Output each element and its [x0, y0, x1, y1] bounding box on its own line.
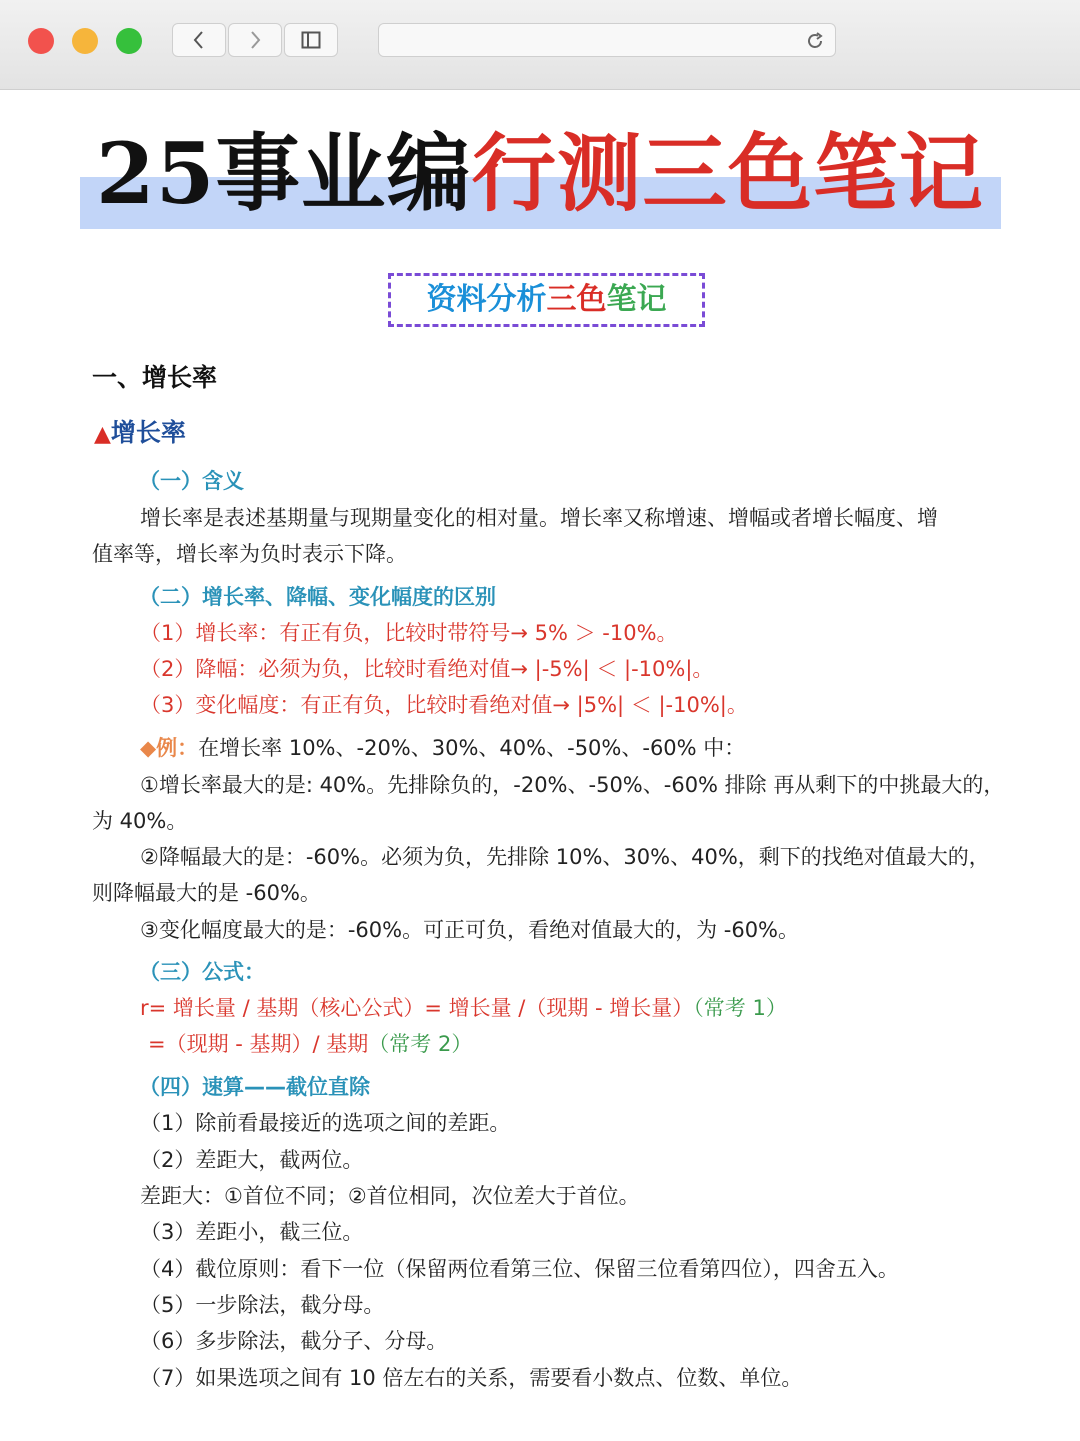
formula-note: （常考 2） — [368, 1032, 473, 1056]
browser-toolbar — [0, 0, 1080, 90]
meaning-heading: （一）含义 — [139, 469, 244, 493]
list-item: （3）差距小，截三位。 — [140, 1220, 364, 1244]
formula-line — [140, 993, 787, 1023]
address-bar[interactable] — [378, 23, 836, 57]
list-item: （6）多步除法，截分子、分母。 — [140, 1329, 448, 1353]
formula-note: （常考 1） — [693, 996, 787, 1020]
quick-calc-heading: （四）速算——截位直除 — [139, 1075, 370, 1099]
chevron-right-icon — [248, 30, 262, 50]
close-window-button[interactable] — [28, 28, 54, 54]
example-answer: 则降幅最大的是 -60%。 — [92, 881, 321, 905]
example-text: 在增长率 10%、-20%、30%、40%、-50%、-60% 中： — [198, 736, 746, 760]
title-red-part: 行测三色笔记 — [471, 124, 984, 223]
back-button[interactable] — [172, 23, 226, 57]
list-item: （1）除前看最接近的选项之间的差距。 — [140, 1111, 511, 1135]
subtitle-blue: 资料分析 — [426, 282, 547, 317]
title-black-part: 25事业编 — [96, 124, 472, 223]
list-item: （4）截位原则：看下一位（保留两位看第三位、保留三位看第四位），四舍五入。 — [140, 1257, 899, 1281]
list-item: （2）差距大，截两位。 — [140, 1148, 364, 1172]
example-line — [140, 733, 745, 763]
subtitle-green: 笔记 — [606, 282, 667, 317]
sidebar-button[interactable] — [284, 23, 338, 57]
subtitle-red: 三色 — [546, 282, 607, 317]
formula-main: r= 增长量 / 基期（核心公式）= 增长量 /（现期 - 增长量） — [140, 996, 694, 1020]
formula-line — [148, 1029, 472, 1059]
difference-item: （2）降幅：必须为负，比较时看绝对值→ |-5%| ＜ |-10%|。 — [140, 657, 714, 681]
example-answer: ②降幅最大的是：-60%。必须为负，先排除 10%、30%、40%，剩下的找绝对值最大的， — [140, 845, 990, 869]
minimize-window-button[interactable] — [72, 28, 98, 54]
sidebar-icon — [301, 31, 321, 49]
forward-button[interactable] — [228, 23, 282, 57]
formula-main: =（现期 - 基期）/ 基期 — [148, 1032, 369, 1056]
page-title — [0, 118, 1080, 230]
example-answer: ①增长率最大的是: 40%。先排除负的，-20%、-50%、-60% 排除 再从剩下的中挑最大的， — [140, 773, 1005, 797]
triangle-icon: ▲ — [94, 422, 111, 447]
meaning-text: 值率等，增长率为负时表示下降。 — [92, 542, 407, 566]
list-item: （7）如果选项之间有 10 倍左右的关系，需要看小数点、位数、单位。 — [140, 1366, 803, 1390]
formula-heading: （三）公式： — [139, 960, 265, 984]
difference-item: （1）增长率：有正有负，比较时带符号→ 5% ＞ -10%。 — [140, 621, 678, 645]
reload-icon[interactable] — [805, 31, 825, 51]
section-heading: 一、增长率 — [92, 363, 218, 392]
example-answer: 为 40%。 — [92, 809, 188, 833]
chevron-left-icon — [192, 30, 206, 50]
meaning-text: 增长率是表述基期量与现期量变化的相对量。增长率又称增速、增幅或者增长幅度、增 — [140, 506, 938, 530]
difference-item: （3）变化幅度：有正有负，比较时看绝对值→ |5%| ＜ |-10%|。 — [140, 693, 748, 717]
example-answer: ③变化幅度最大的是：-60%。可正可负，看绝对值最大的，为 -60%。 — [140, 918, 800, 942]
subtitle-box — [388, 273, 705, 327]
maximize-window-button[interactable] — [116, 28, 142, 54]
sub-heading — [94, 418, 186, 450]
difference-heading: （二）增长率、降幅、变化幅度的区别 — [139, 585, 496, 609]
list-item: 差距大：①首位不同；②首位相同，次位差大于首位。 — [140, 1184, 640, 1208]
list-item: （5）一步除法，截分母。 — [140, 1293, 385, 1317]
example-label: ◆例： — [140, 736, 199, 760]
sub-heading-label: 增长率 — [110, 418, 186, 447]
